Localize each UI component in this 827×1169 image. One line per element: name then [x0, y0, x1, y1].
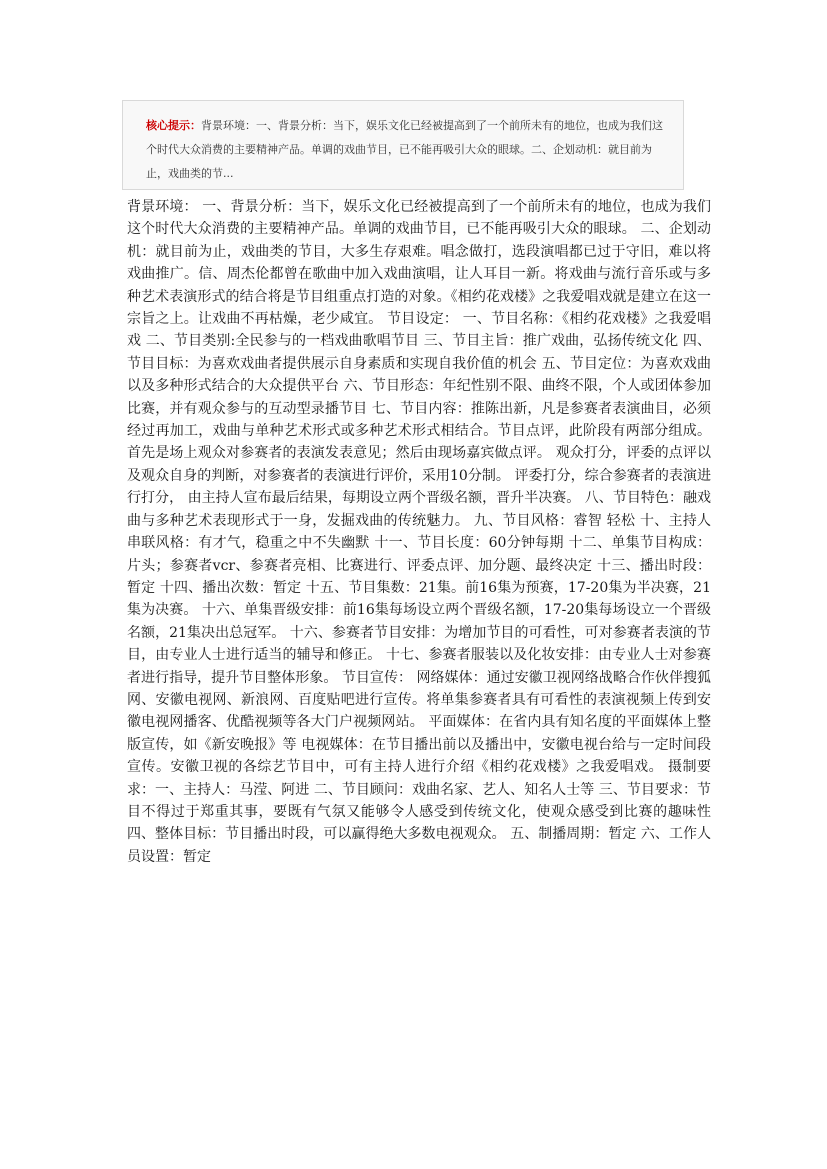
article-body: 背景环境： 一、背景分析：当下，娱乐文化已经被提高到了一个前所未有的地位，也成为我们这个时代大众消费的主要精神产品。单调的戏曲节目，已不能再吸引大众的眼球。 二、企划动机：就目前为止，戏曲类的节目，大多生存艰难。唱念做打，选段演唱都已过于守旧，难以将戏曲推广。信、周杰伦都曾在歌曲中加入戏曲演唱，让人耳目一新。将戏曲与流行音乐或与多种艺术表演形式的结合将是节目组重点打造的对象。《相约花戏楼》之我爱唱戏就是建立在这一宗旨之上。让戏曲不再枯燥，老少咸宜。 节目设定： 一、节目名称：《相约花戏楼》之我爱唱戏 二、节目类别:全民参与的一档戏曲歌唱节目 三、节目主旨：推广戏曲，弘扬传统文化 四、节目目标：为喜欢戏曲者提供展示自身素质和实现自我价值的机会 五、节目定位：为喜欢戏曲以及多种形式结合的大众提供平台 六、节目形态：年纪性别不限、曲终不限，个人或团体参加比赛，并有观众参与的互动型录播节目 七、节目内容：推陈出新，凡是参赛者表演曲目，必须经过再加工，戏曲与单种艺术形式或多种艺术形式相结合。节目点评，此阶段有两部分组成。首先是场上观众对参赛者的表演发表意见；然后由现场嘉宾做点评。 观众打分，评委的点评以及观众自身的判断，对参赛者的表演进行评价，采用10分制。 评委打分，综合参赛者的表演进行打分， 由主持人宣布最后结果，每期设立两个晋级名额，晋升半决赛。 八、节目特色：融戏曲与多种艺术表现形式于一身，发掘戏曲的传统魅力。 九、节目风格：睿智 轻松 十、主持人串联风格：有才气，稳重之中不失幽默 十一、节目长度：60分钟每期 十二、单集节目构成：片头；参赛者vcr、参赛者亮相、比赛进行、评委点评、加分题、最终决定 十三、播出时段：暂定 十四、播出次数：暂定 十五、节目集数：21集。前16集为预赛，17-20集为半决赛，21集为决赛。 十六、单集晋级安排：前16集每场设立两个晋级名额，17-20集每场设立一个晋级名额，21集决出总冠军。 十六、参赛者节目安排：为增加节目的可看性，可对参赛者表演的节目，由专业人士进行适当的辅导和修正。 十七、参赛者服装以及化妆安排：由专业人士对参赛者进行指导，提升节目整体形象。 节目宣传： 网络媒体：通过安徽卫视网络战略合作伙伴搜狐网、安徽电视网、新浪网、百度贴吧进行宣传。将单集参赛者具有可看性的表演视频上传到安徽电视网播客、优酷视频等各大门户视频网站。 平面媒体：在省内具有知名度的平面媒体上整版宣传，如《新安晚报》等 电视媒体：在节目播出前以及播出中，安徽电视台给与一定时间段宣传。安徽卫视的各综艺节目中，可有主持人进行介绍《相约花戏楼》之我爱唱戏。 摄制要求：一、主持人：马滢、阿进 二、节目顾问：戏曲名家、艺人、知名人士等 三、节目要求：节目不得过于郑重其事，要既有气氛又能够令人感受到传统文化，使观众感受到比赛的趣味性 四、整体目标：节目播出时段，可以赢得绝大多数电视观众。 五、制播周期：暂定 六、工作人员设置：暂定: [127, 199, 711, 865]
summary-label: 核心提示：: [146, 119, 201, 132]
summary-box: [122, 100, 684, 190]
summary-text: 背景环境：一、背景分析：当下，娱乐文化已经被提高到了一个前所未有的地位，也成为我们这个时代大众消费的主要精神产品。单调的戏曲节目，已不能再吸引大众的眼球。二、企划动机：就目前为止，戏曲类的节...: [146, 119, 663, 180]
